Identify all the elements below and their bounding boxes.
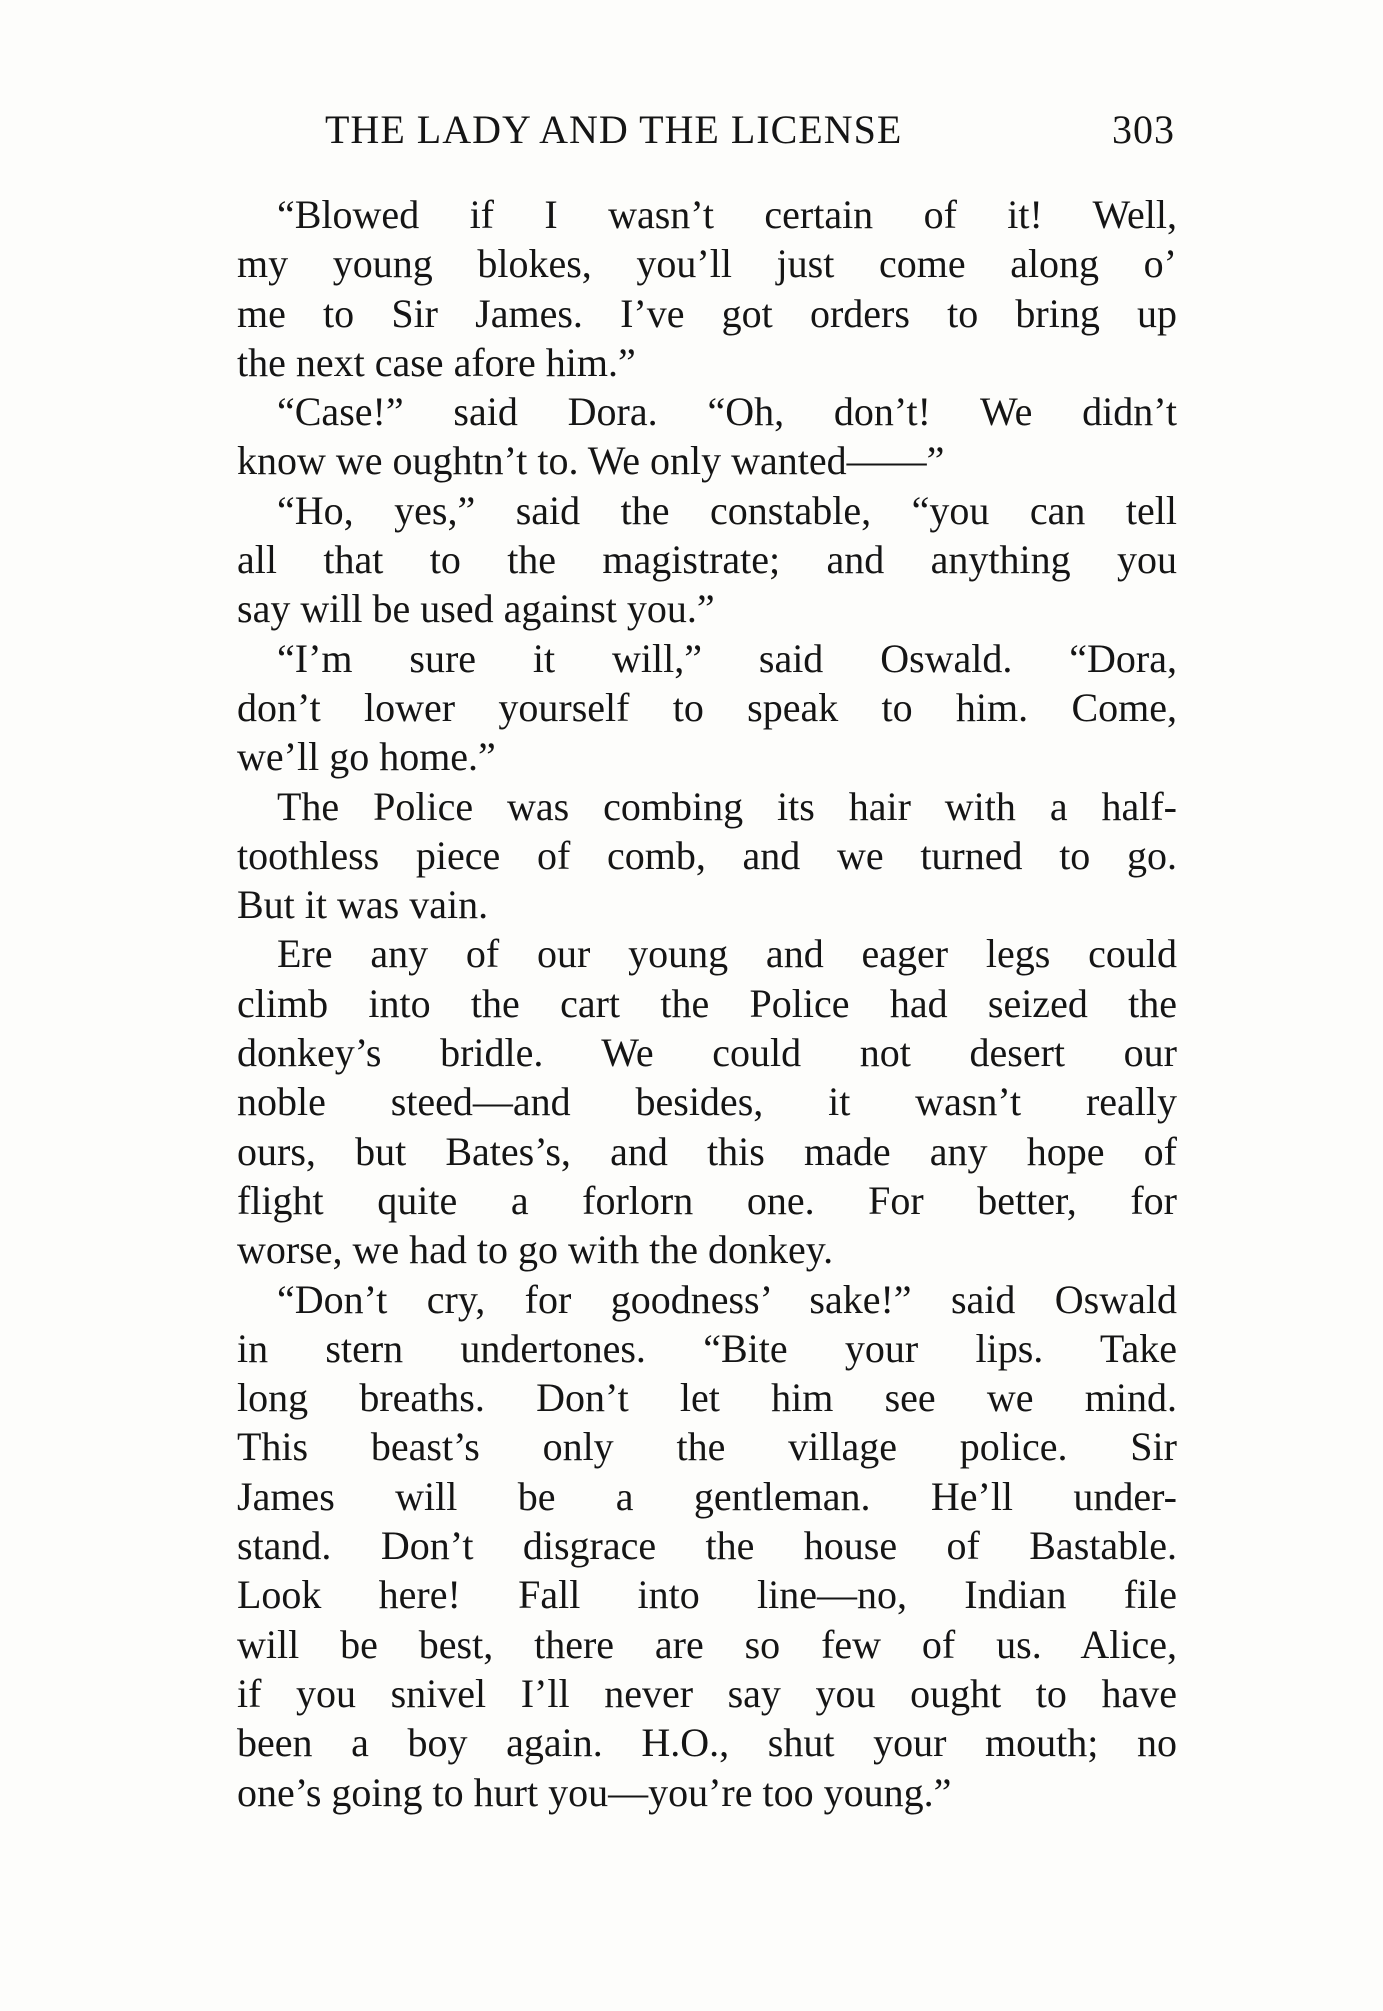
- text-line: one’s going to hurt you—you’re too young.”: [237, 1769, 952, 1815]
- text-line: This beast’s only the village police. Sir: [237, 1424, 1177, 1470]
- text-line: will be best, there are so few of us. Alice,: [237, 1621, 1177, 1667]
- text-line: donkey’s bridle. We could not desert our: [237, 1030, 1177, 1076]
- text-line: worse, we had to go with the donkey.: [237, 1227, 834, 1273]
- text-line: we’ll go home.”: [237, 734, 496, 780]
- text-line: my young blokes, you’ll just come along o’: [237, 241, 1177, 287]
- page-number: 303: [1112, 107, 1175, 152]
- text-line: “Don’t cry, for goodness’ sake!” said Oswald: [277, 1276, 1177, 1322]
- text-line: been a boy again. H.O., shut your mouth; no: [237, 1720, 1177, 1766]
- text-line: toothless piece of comb, and we turned to go.: [237, 832, 1177, 878]
- running-head: [325, 100, 1175, 160]
- text-line: the next case afore him.”: [237, 339, 636, 385]
- text-line: Ere any of our young and eager legs could: [277, 931, 1177, 977]
- text-line: flight quite a forlorn one. For better, for: [237, 1177, 1177, 1223]
- text-line: don’t lower yourself to speak to him. Come,: [237, 684, 1177, 730]
- body-text: [237, 190, 1177, 1817]
- text-line: stand. Don’t disgrace the house of Bastable.: [237, 1523, 1177, 1569]
- text-line: climb into the cart the Police had seized the: [237, 980, 1177, 1026]
- text-line: all that to the magistrate; and anything you: [237, 537, 1177, 583]
- text-line: James will be a gentleman. He’ll under-: [237, 1473, 1177, 1519]
- text-line: “Case!” said Dora. “Oh, don’t! We didn’t: [277, 389, 1177, 435]
- text-line: “Blowed if I wasn’t certain of it! Well,: [277, 192, 1177, 237]
- text-line: long breaths. Don’t let him see we mind.: [237, 1375, 1177, 1421]
- text-line: Look here! Fall into line—no, Indian file: [237, 1572, 1177, 1618]
- text-line: noble steed—and besides, it wasn’t really: [237, 1079, 1177, 1125]
- text-line: in stern undertones. “Bite your lips. Take: [237, 1325, 1177, 1371]
- text-line: “I’m sure it will,” said Oswald. “Dora,: [277, 635, 1177, 681]
- text-line: if you snivel I’ll never say you ought to have: [237, 1670, 1177, 1716]
- running-title: THE LADY AND THE LICENSE: [325, 107, 903, 152]
- text-line: know we oughtn’t to. We only wanted——”: [237, 438, 945, 484]
- text-line: The Police was combing its hair with a half-: [277, 783, 1177, 829]
- text-line: ours, but Bates’s, and this made any hope of: [237, 1128, 1177, 1174]
- text-line: “Ho, yes,” said the constable, “you can tell: [277, 487, 1177, 533]
- text-line: say will be used against you.”: [237, 586, 715, 632]
- text-line: But it was vain.: [237, 882, 489, 928]
- text-line: me to Sir James. I’ve got orders to bring up: [237, 290, 1177, 336]
